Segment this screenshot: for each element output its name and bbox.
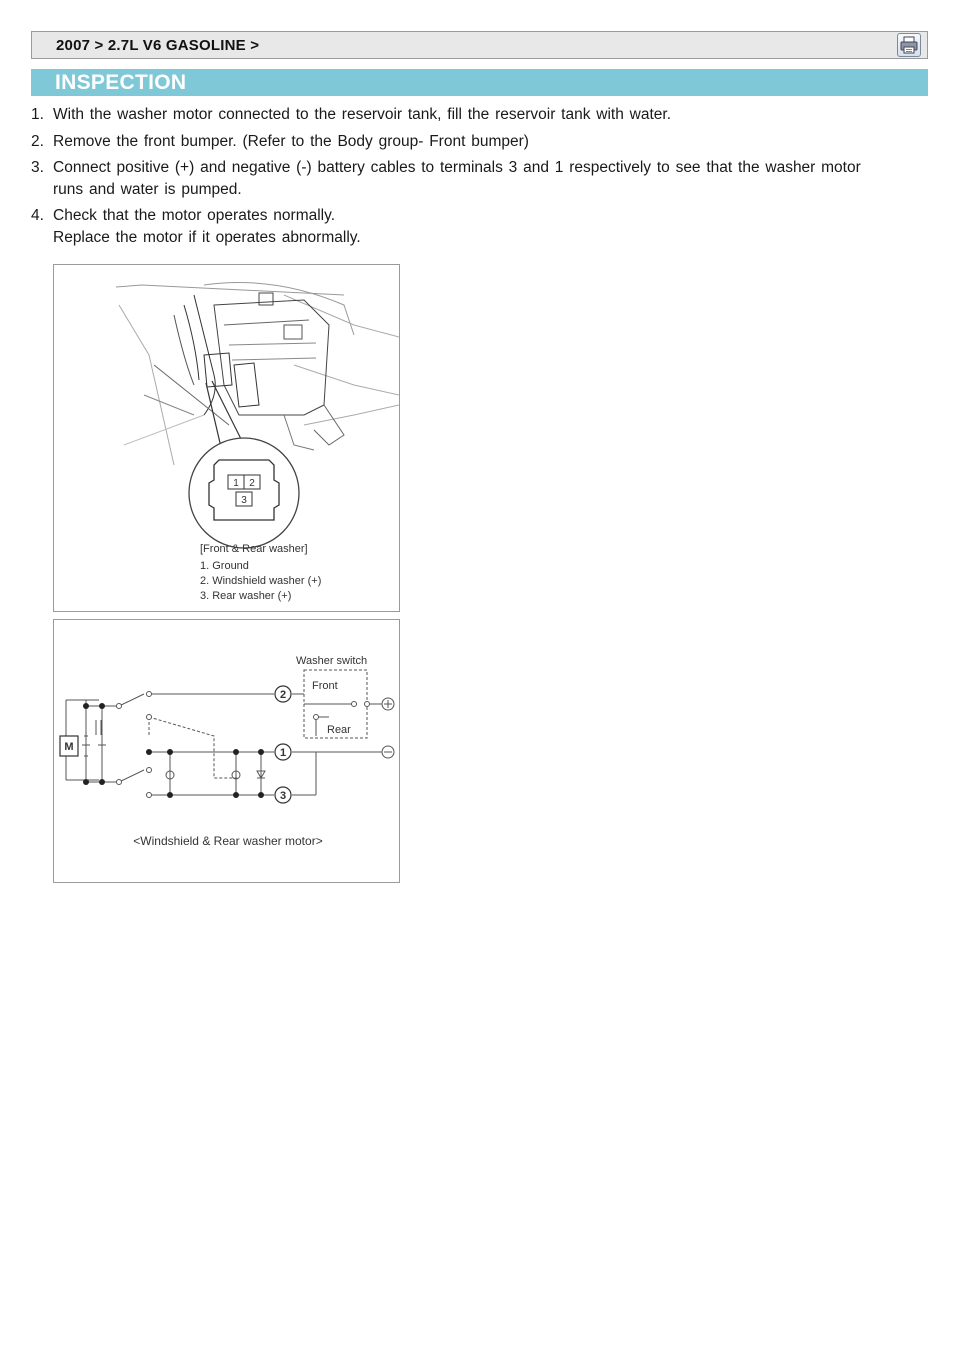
connector-illustration bbox=[53, 264, 400, 612]
list-item bbox=[31, 131, 921, 153]
section-header bbox=[31, 69, 928, 96]
terminal-3-label: 3 bbox=[279, 790, 287, 802]
rear-label: Rear bbox=[327, 724, 351, 736]
list-item bbox=[31, 104, 921, 126]
connector-callout bbox=[189, 438, 299, 548]
step-text: Remove the front bumper. (Refer to the Body group- Front bumper) bbox=[53, 132, 529, 150]
connector-pin-3: 3 bbox=[241, 495, 247, 506]
motor-label: M bbox=[64, 741, 74, 753]
figure-caption: [Front & Rear washer] bbox=[200, 543, 308, 555]
step-number: 2. bbox=[31, 132, 44, 150]
step-number: 3. bbox=[31, 159, 44, 176]
step-number: 1. bbox=[31, 106, 44, 123]
list-item bbox=[31, 157, 921, 200]
step-text: Check that the motor operates normally. bbox=[53, 207, 336, 224]
terminal-1-label: 1 bbox=[279, 747, 287, 759]
printer-icon bbox=[898, 34, 920, 56]
circuit-diagram bbox=[53, 619, 400, 883]
breadcrumb[interactable]: 2007 > 2.7L V6 GASOLINE > bbox=[56, 37, 260, 54]
step-number: 4. bbox=[31, 207, 44, 224]
terminal-2-label: 2 bbox=[279, 689, 287, 701]
step-text-continued: runs and water is pumped. bbox=[53, 180, 242, 198]
connector-pin-2: 2 bbox=[249, 478, 255, 489]
print-button[interactable] bbox=[897, 33, 921, 57]
step-text-continued: Replace the motor if it operates abnormally. bbox=[53, 228, 361, 246]
section-title: INSPECTION bbox=[55, 71, 187, 94]
legend-item: 3. Rear washer (+) bbox=[200, 590, 292, 602]
washer-switch-label: Washer switch bbox=[296, 655, 368, 667]
list-item bbox=[31, 205, 921, 248]
legend-item: 2. Windshield washer (+) bbox=[200, 575, 322, 587]
connector-pin-1: 1 bbox=[233, 478, 239, 489]
steps-list bbox=[31, 104, 921, 253]
front-label: Front bbox=[312, 680, 338, 692]
step-text: With the washer motor connected to the reservoir tank, fill the reservoir tank with water. bbox=[53, 106, 672, 123]
legend-item: 1. Ground bbox=[200, 560, 249, 572]
figure-caption: <Windshield & Rear washer motor> bbox=[133, 834, 323, 848]
step-text: Connect positive (+) and negative (-) battery cables to terminals 3 and 1 respectively to see that the washer motor bbox=[53, 159, 861, 176]
breadcrumb-bar bbox=[31, 31, 928, 59]
